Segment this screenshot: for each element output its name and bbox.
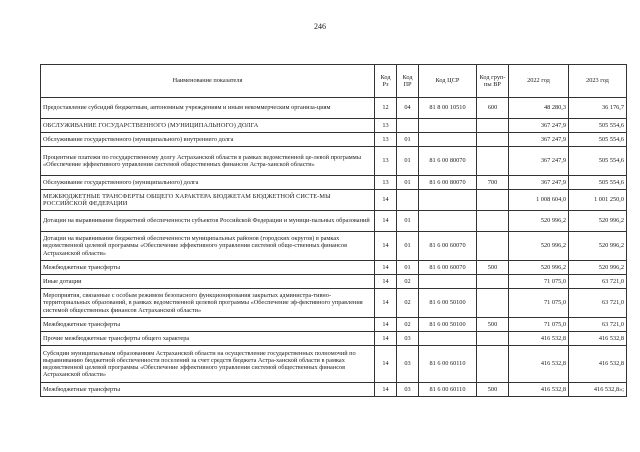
row-name: Дотации на выравнивание бюджетной обеспеченности муниципальных районов (городских округов) в рамках ведомственной целевой программы «Обеспечение эффективного управления системой обще-ственных финансов Астраханской области» (41, 232, 375, 261)
header-vr: Код груп-пы ВР (477, 65, 509, 98)
row-csr (419, 275, 477, 289)
row-rz: 12 (375, 98, 397, 119)
row-2023: 416 532,8»; (569, 383, 627, 397)
table-row (41, 232, 627, 261)
row-rz: 14 (375, 346, 397, 383)
row-name: Мероприятия, связанные с особым режимом безопасного функционирования закрытых администра-тивно-территориальных образований, в рамках ведомственной целевой программы «Обеспечение эф-фективного управления системой общественных финансов Астраханской области» (41, 289, 375, 318)
row-2022: 71 075,0 (509, 275, 569, 289)
table-row (41, 147, 627, 176)
table-row (41, 275, 627, 289)
row-2023: 63 721,0 (569, 275, 627, 289)
header-name: Наименование показателя (41, 65, 375, 98)
row-2023: 505 554,6 (569, 119, 627, 133)
row-rz: 13 (375, 119, 397, 133)
budget-table (40, 64, 627, 397)
row-vr (477, 133, 509, 147)
row-2023: 505 554,6 (569, 176, 627, 190)
table-header (41, 65, 627, 98)
row-2023: 505 554,6 (569, 147, 627, 176)
header-pr: Код ПР (397, 65, 419, 98)
row-name: Межбюджетные трансферты (41, 318, 375, 332)
row-pr: 03 (397, 383, 419, 397)
row-rz: 14 (375, 332, 397, 346)
row-vr (477, 332, 509, 346)
row-name: МЕЖБЮДЖЕТНЫЕ ТРАНСФЕРТЫ ОБЩЕГО ХАРАКТЕРА БЮДЖЕТАМ БЮДЖЕТНОЙ СИСТЕ-МЫ РОССИЙСКОЙ ФЕДЕРАЦИИ (41, 190, 375, 211)
row-2023: 505 554,6 (569, 133, 627, 147)
row-rz: 13 (375, 176, 397, 190)
row-2022: 367 247,9 (509, 176, 569, 190)
row-name: Иные дотации (41, 275, 375, 289)
row-name: Процентные платежи по государственному долгу Астраханской области в рамках ведомственной це-левой программы «Обеспечение эффективного управления системой общественных финансов Астра-ханской области» (41, 147, 375, 176)
table-row (41, 318, 627, 332)
row-2022: 71 075,0 (509, 318, 569, 332)
row-pr: 02 (397, 275, 419, 289)
row-csr: 81 6 00 60070 (419, 232, 477, 261)
table-row (41, 98, 627, 119)
row-name: Прочие межбюджетные трансферты общего характера (41, 332, 375, 346)
row-csr: 81 6 00 80070 (419, 176, 477, 190)
row-2022: 367 247,9 (509, 147, 569, 176)
row-name: Дотации на выравнивание бюджетной обеспеченности субъектов Российской Федерации и муници-пальных образований (41, 211, 375, 232)
row-csr: 81 6 00 50100 (419, 318, 477, 332)
row-rz: 13 (375, 133, 397, 147)
row-pr: 01 (397, 133, 419, 147)
table-row (41, 190, 627, 211)
table-row (41, 346, 627, 383)
row-2023: 63 721,0 (569, 289, 627, 318)
row-rz: 14 (375, 261, 397, 275)
row-pr: 02 (397, 289, 419, 318)
row-2023: 36 176,7 (569, 98, 627, 119)
row-name: Межбюджетные трансферты (41, 261, 375, 275)
header-2023: 2023 год (569, 65, 627, 98)
row-vr: 500 (477, 383, 509, 397)
row-2023: 520 996,2 (569, 261, 627, 275)
row-vr (477, 275, 509, 289)
row-csr (419, 190, 477, 211)
header-csr: Код ЦСР (419, 65, 477, 98)
row-pr: 03 (397, 332, 419, 346)
header-rz: Код Рз (375, 65, 397, 98)
row-csr: 81 6 00 80070 (419, 147, 477, 176)
row-pr: 01 (397, 176, 419, 190)
row-vr: 700 (477, 176, 509, 190)
table-row (41, 383, 627, 397)
row-rz: 14 (375, 383, 397, 397)
row-2022: 367 247,9 (509, 119, 569, 133)
table-body (41, 98, 627, 397)
row-pr (397, 119, 419, 133)
row-2022: 1 008 604,0 (509, 190, 569, 211)
table-row (41, 261, 627, 275)
row-rz: 14 (375, 190, 397, 211)
row-csr: 81 6 00 60070 (419, 261, 477, 275)
row-name: Предоставление субсидий бюджетным, автономным учреждениям и иным некоммерческим организа-циям (41, 98, 375, 119)
table-row (41, 176, 627, 190)
row-csr: 81 6 00 60110 (419, 346, 477, 383)
row-rz: 14 (375, 232, 397, 261)
row-2022: 416 532,8 (509, 332, 569, 346)
header-2022: 2022 год (509, 65, 569, 98)
row-2023: 416 532,8 (569, 332, 627, 346)
row-rz: 14 (375, 211, 397, 232)
row-vr: 500 (477, 318, 509, 332)
row-rz: 14 (375, 289, 397, 318)
row-vr (477, 289, 509, 318)
row-pr: 01 (397, 261, 419, 275)
row-2022: 367 247,9 (509, 133, 569, 147)
row-vr: 500 (477, 261, 509, 275)
row-pr: 03 (397, 346, 419, 383)
row-2022: 520 996,2 (509, 261, 569, 275)
row-csr: 81 6 00 60110 (419, 383, 477, 397)
row-pr: 01 (397, 232, 419, 261)
row-2023: 520 996,2 (569, 232, 627, 261)
row-2022: 520 996,2 (509, 232, 569, 261)
row-vr (477, 232, 509, 261)
row-csr: 81 8 00 10510 (419, 98, 477, 119)
row-2022: 416 532,8 (509, 346, 569, 383)
row-csr (419, 119, 477, 133)
row-name: Обслуживание государственного (муниципального) внутреннего долга (41, 133, 375, 147)
row-name: Субсидии муниципальным образованиям Астраханской области на осуществление государственных полномочий по выравниванию бюджетной обеспеченности поселений за счет средств бюджета Астра-ханской области в рамках ведомственной целевой программы «Обеспечение эффективного управления системой общественных финансов Астраханской области» (41, 346, 375, 383)
row-name: Межбюджетные трансферты (41, 383, 375, 397)
row-vr (477, 147, 509, 176)
row-pr: 01 (397, 211, 419, 232)
row-vr (477, 346, 509, 383)
row-name: ОБСЛУЖИВАНИЕ ГОСУДАРСТВЕННОГО (МУНИЦИПАЛЬНОГО) ДОЛГА (41, 119, 375, 133)
table-row (41, 119, 627, 133)
row-2022: 520 996,2 (509, 211, 569, 232)
row-2023: 520 996,2 (569, 211, 627, 232)
row-csr (419, 332, 477, 346)
row-2023: 416 532,8 (569, 346, 627, 383)
row-rz: 14 (375, 318, 397, 332)
row-2022: 71 075,0 (509, 289, 569, 318)
row-pr: 01 (397, 147, 419, 176)
page-number: 246 (314, 22, 326, 31)
table-row (41, 211, 627, 232)
row-vr (477, 190, 509, 211)
row-name: Обслуживание государственного (муниципального) долга (41, 176, 375, 190)
row-pr (397, 190, 419, 211)
row-rz: 14 (375, 275, 397, 289)
table-row (41, 289, 627, 318)
row-rz: 13 (375, 147, 397, 176)
table-row (41, 332, 627, 346)
row-pr: 02 (397, 318, 419, 332)
row-csr (419, 211, 477, 232)
row-vr (477, 119, 509, 133)
row-csr: 81 6 00 50100 (419, 289, 477, 318)
row-2022: 48 280,3 (509, 98, 569, 119)
table-row (41, 133, 627, 147)
row-pr: 04 (397, 98, 419, 119)
row-2023: 1 001 250,0 (569, 190, 627, 211)
row-csr (419, 133, 477, 147)
row-vr (477, 211, 509, 232)
row-vr: 600 (477, 98, 509, 119)
row-2022: 416 532,8 (509, 383, 569, 397)
row-2023: 63 721,0 (569, 318, 627, 332)
